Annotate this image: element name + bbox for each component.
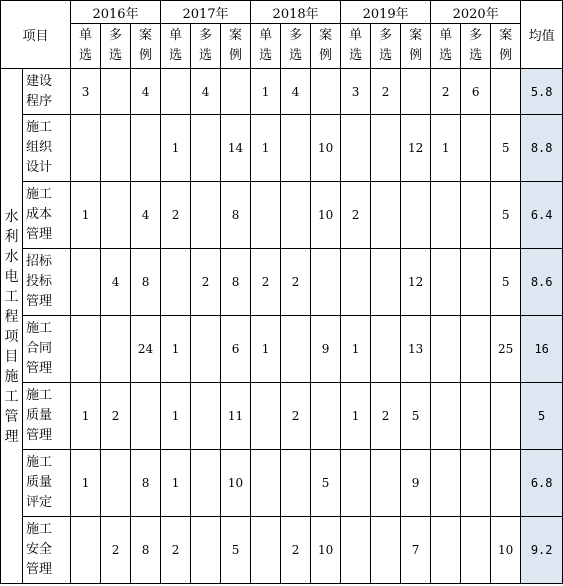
count-cell <box>431 249 461 316</box>
question-type-char: 案 <box>229 28 243 43</box>
count-cell <box>341 517 371 584</box>
table-row <box>1 69 563 115</box>
count-cell <box>461 517 491 584</box>
category-cell <box>23 249 71 316</box>
count-cell: 1 <box>161 450 191 517</box>
category-line: 施工 <box>26 187 53 202</box>
question-type-char: 选 <box>259 48 273 63</box>
count-cell: 1 <box>341 383 371 450</box>
question-type-char: 单 <box>169 28 183 43</box>
count-cell <box>191 115 221 182</box>
year-header: 2017年 <box>161 1 251 24</box>
question-type-char: 选 <box>379 48 393 63</box>
question-type-char: 例 <box>409 48 423 63</box>
count-cell: 6 <box>221 316 251 383</box>
category-line: 安全 <box>26 542 53 557</box>
question-type-char: 多 <box>109 28 123 43</box>
count-cell: 13 <box>401 316 431 383</box>
category-line: 管理 <box>26 294 53 309</box>
count-cell <box>461 249 491 316</box>
count-cell: 3 <box>341 69 371 115</box>
count-cell <box>101 115 131 182</box>
count-cell <box>191 316 221 383</box>
question-type-header <box>221 24 251 69</box>
count-cell <box>251 383 281 450</box>
group-label-char: 工 <box>4 389 19 405</box>
count-cell: 1 <box>71 383 101 450</box>
count-cell: 1 <box>251 69 281 115</box>
count-cell <box>401 69 431 115</box>
count-cell: 8 <box>221 182 251 249</box>
category-line: 合同 <box>26 341 53 356</box>
count-cell: 2 <box>251 249 281 316</box>
count-cell <box>491 383 521 450</box>
count-cell: 2 <box>161 517 191 584</box>
count-cell: 5 <box>491 115 521 182</box>
question-type-header <box>371 24 401 69</box>
count-cell <box>131 383 161 450</box>
count-cell <box>191 182 221 249</box>
count-cell <box>461 316 491 383</box>
category-line: 管理 <box>26 227 53 242</box>
count-cell: 8 <box>131 249 161 316</box>
count-cell: 10 <box>491 517 521 584</box>
question-type-char: 选 <box>109 48 123 63</box>
count-cell: 2 <box>281 383 311 450</box>
count-cell <box>491 69 521 115</box>
category-line: 投标 <box>26 274 53 289</box>
table-row <box>1 316 563 383</box>
count-cell <box>71 316 101 383</box>
category-line: 建设 <box>26 73 53 89</box>
question-type-header <box>101 24 131 69</box>
count-cell <box>461 115 491 182</box>
count-cell <box>431 383 461 450</box>
question-type-char: 例 <box>319 48 333 63</box>
count-cell <box>71 517 101 584</box>
question-type-header <box>311 24 341 69</box>
group-label-char: 工 <box>4 289 19 305</box>
question-type-header <box>461 24 491 69</box>
group-label-char: 水 <box>4 249 19 265</box>
count-cell <box>371 249 401 316</box>
count-cell <box>461 383 491 450</box>
group-label <box>1 69 23 584</box>
table-row <box>1 115 563 182</box>
count-cell: 1 <box>71 182 101 249</box>
category-line: 质量 <box>26 408 53 423</box>
count-cell <box>191 450 221 517</box>
count-cell: 2 <box>341 182 371 249</box>
question-type-char: 单 <box>439 28 453 43</box>
year-header: 2020年 <box>431 1 521 24</box>
question-type-header <box>251 24 281 69</box>
question-type-header <box>71 24 101 69</box>
count-cell <box>281 115 311 182</box>
category-line: 管理 <box>26 361 53 376</box>
count-cell <box>281 316 311 383</box>
question-type-char: 多 <box>199 28 213 43</box>
count-cell: 14 <box>221 115 251 182</box>
category-line: 管理 <box>26 428 53 443</box>
category-line: 质量 <box>26 475 53 490</box>
question-type-char: 单 <box>349 28 363 43</box>
average-cell: 5.8 <box>521 69 563 115</box>
category-cell <box>23 517 71 584</box>
count-cell <box>191 383 221 450</box>
count-cell <box>371 316 401 383</box>
count-cell <box>431 450 461 517</box>
count-cell <box>101 69 131 115</box>
count-cell <box>221 69 251 115</box>
count-cell <box>461 450 491 517</box>
count-cell: 1 <box>431 115 461 182</box>
year-header: 2019年 <box>341 1 431 24</box>
year-header: 2016年 <box>71 1 161 24</box>
group-label-char: 施 <box>4 369 19 385</box>
average-cell: 6.4 <box>521 182 563 249</box>
question-type-char: 选 <box>439 48 453 63</box>
group-label-char: 水 <box>4 209 19 225</box>
question-type-char: 单 <box>259 28 273 43</box>
count-cell: 3 <box>71 69 101 115</box>
count-cell <box>371 182 401 249</box>
count-cell: 5 <box>491 182 521 249</box>
category-line: 施工 <box>26 120 53 135</box>
table-row <box>1 517 563 584</box>
count-cell <box>371 450 401 517</box>
count-cell: 11 <box>221 383 251 450</box>
question-type-header <box>341 24 371 69</box>
count-cell: 2 <box>191 249 221 316</box>
count-cell: 10 <box>311 115 341 182</box>
count-cell <box>131 115 161 182</box>
count-cell <box>161 69 191 115</box>
count-cell: 1 <box>251 115 281 182</box>
group-label-char: 程 <box>4 309 19 325</box>
count-cell <box>161 249 191 316</box>
question-type-char: 案 <box>409 28 423 43</box>
category-cell <box>23 182 71 249</box>
question-type-header <box>401 24 431 69</box>
table-row <box>1 450 563 517</box>
count-cell: 1 <box>251 316 281 383</box>
count-cell: 4 <box>281 69 311 115</box>
count-cell <box>71 249 101 316</box>
average-cell: 16 <box>521 316 563 383</box>
count-cell: 2 <box>371 383 401 450</box>
count-cell: 4 <box>101 249 131 316</box>
count-cell <box>341 450 371 517</box>
category-line: 施工 <box>26 522 53 537</box>
count-cell: 2 <box>281 517 311 584</box>
count-cell <box>251 182 281 249</box>
question-type-header <box>161 24 191 69</box>
count-cell: 6 <box>461 69 491 115</box>
count-cell <box>311 69 341 115</box>
group-label-char: 目 <box>4 349 19 365</box>
table-row <box>1 182 563 249</box>
count-cell: 2 <box>161 182 191 249</box>
count-cell: 2 <box>371 69 401 115</box>
count-cell <box>311 383 341 450</box>
average-cell: 8.6 <box>521 249 563 316</box>
count-cell: 2 <box>101 517 131 584</box>
group-label-char: 电 <box>4 269 19 285</box>
category-cell <box>23 115 71 182</box>
count-cell <box>251 450 281 517</box>
count-cell: 24 <box>131 316 161 383</box>
count-cell <box>431 517 461 584</box>
question-type-header <box>191 24 221 69</box>
category-line: 施工 <box>26 455 53 470</box>
question-type-char: 选 <box>199 48 213 63</box>
count-cell: 9 <box>401 450 431 517</box>
average-cell: 5 <box>521 383 563 450</box>
count-cell <box>281 182 311 249</box>
category-line: 组织 <box>26 140 53 155</box>
count-cell: 12 <box>401 249 431 316</box>
count-cell: 2 <box>281 249 311 316</box>
question-type-char: 选 <box>289 48 303 63</box>
count-cell <box>461 182 491 249</box>
question-type-char: 选 <box>349 48 363 63</box>
count-cell: 5 <box>311 450 341 517</box>
category-cell <box>23 316 71 383</box>
count-cell: 7 <box>401 517 431 584</box>
question-type-char: 选 <box>469 48 483 63</box>
question-type-header <box>491 24 521 69</box>
average-cell: 8.8 <box>521 115 563 182</box>
count-cell: 1 <box>161 316 191 383</box>
average-cell: 6.8 <box>521 450 563 517</box>
count-cell: 12 <box>401 115 431 182</box>
count-cell <box>341 115 371 182</box>
question-type-char: 多 <box>379 28 393 43</box>
question-type-char: 例 <box>499 48 513 63</box>
count-cell: 2 <box>431 69 461 115</box>
group-label-char: 项 <box>4 329 19 345</box>
count-cell: 8 <box>131 517 161 584</box>
year-header: 2018年 <box>251 1 341 24</box>
question-type-char: 选 <box>79 48 93 63</box>
category-line: 招标 <box>26 254 53 269</box>
table-row <box>1 249 563 316</box>
question-type-char: 案 <box>139 28 153 43</box>
question-type-char: 单 <box>79 28 93 43</box>
count-cell <box>431 182 461 249</box>
count-cell <box>311 249 341 316</box>
count-cell <box>101 182 131 249</box>
question-type-char: 例 <box>229 48 243 63</box>
count-cell <box>371 517 401 584</box>
question-type-char: 案 <box>499 28 513 43</box>
category-line: 评定 <box>26 495 53 510</box>
group-label-char: 理 <box>4 429 19 445</box>
count-cell: 5 <box>221 517 251 584</box>
count-cell: 4 <box>131 182 161 249</box>
count-cell <box>251 517 281 584</box>
question-type-header <box>131 24 161 69</box>
group-label-char: 管 <box>4 409 19 425</box>
question-type-char: 案 <box>319 28 333 43</box>
count-cell: 1 <box>341 316 371 383</box>
category-cell <box>23 450 71 517</box>
count-cell: 5 <box>491 249 521 316</box>
count-cell <box>341 249 371 316</box>
average-cell: 9.2 <box>521 517 563 584</box>
corner-header: 项目 <box>1 1 71 69</box>
count-cell <box>401 182 431 249</box>
count-cell <box>71 115 101 182</box>
question-type-char: 例 <box>139 48 153 63</box>
category-line: 施工 <box>26 388 53 403</box>
category-line: 成本 <box>26 207 53 222</box>
count-cell: 1 <box>161 115 191 182</box>
question-type-char: 多 <box>289 28 303 43</box>
category-cell <box>23 383 71 450</box>
question-type-char: 选 <box>169 48 183 63</box>
count-cell <box>101 316 131 383</box>
count-cell <box>281 450 311 517</box>
question-type-header <box>431 24 461 69</box>
count-cell: 10 <box>221 450 251 517</box>
count-cell: 2 <box>101 383 131 450</box>
category-line: 设计 <box>26 160 53 175</box>
count-cell: 1 <box>161 383 191 450</box>
question-type-char: 多 <box>469 28 483 43</box>
count-cell <box>101 450 131 517</box>
count-cell <box>371 115 401 182</box>
average-header: 均值 <box>521 1 563 69</box>
category-line: 程序 <box>26 93 53 109</box>
table-row <box>1 383 563 450</box>
count-cell: 9 <box>311 316 341 383</box>
category-line: 施工 <box>26 321 53 336</box>
count-cell: 10 <box>311 182 341 249</box>
count-cell: 1 <box>71 450 101 517</box>
category-line: 管理 <box>26 562 53 577</box>
count-cell <box>431 316 461 383</box>
count-cell: 5 <box>401 383 431 450</box>
question-type-header <box>281 24 311 69</box>
count-cell: 8 <box>131 450 161 517</box>
count-cell: 25 <box>491 316 521 383</box>
count-cell: 4 <box>191 69 221 115</box>
count-cell <box>491 450 521 517</box>
count-cell: 4 <box>131 69 161 115</box>
count-cell <box>191 517 221 584</box>
count-cell: 10 <box>311 517 341 584</box>
count-cell: 8 <box>221 249 251 316</box>
group-label-char: 利 <box>4 229 19 245</box>
category-cell <box>23 69 71 115</box>
